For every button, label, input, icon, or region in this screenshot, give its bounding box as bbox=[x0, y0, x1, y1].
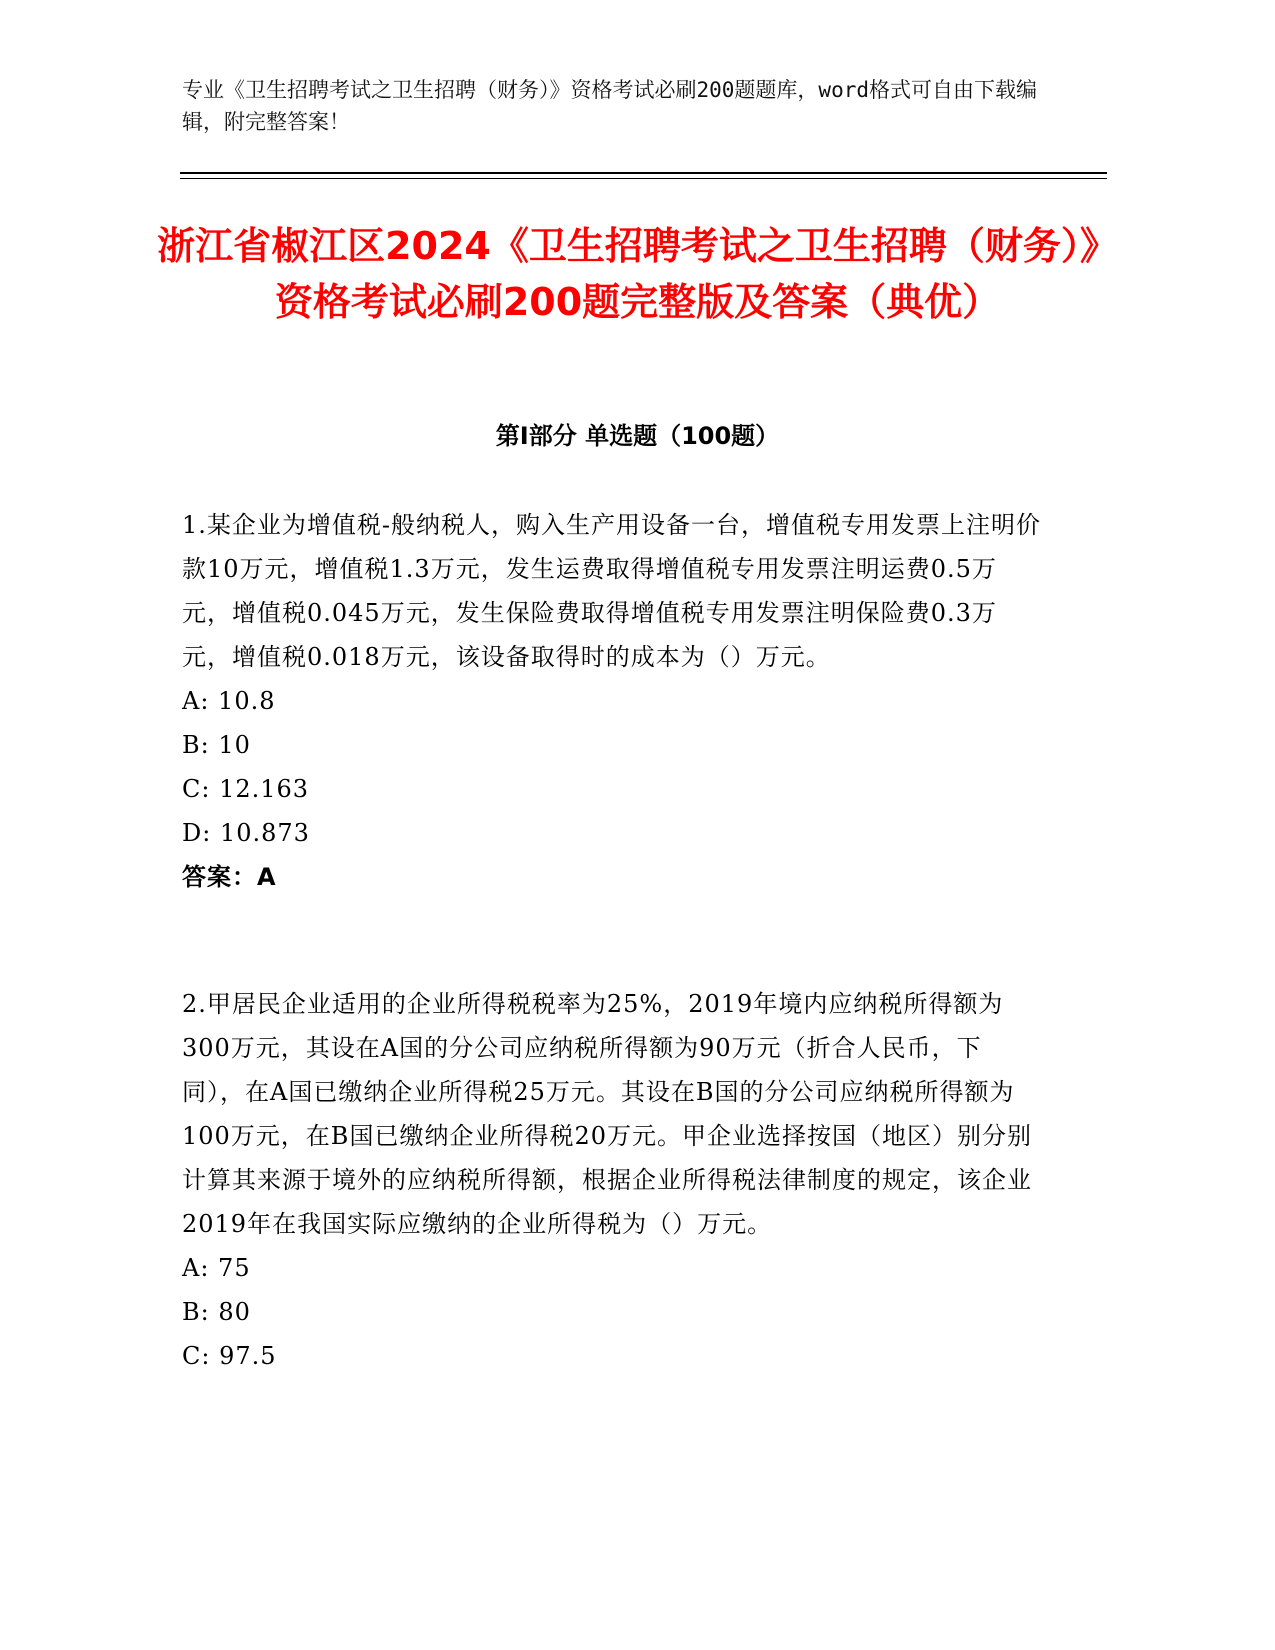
header-note: 专业《卫生招聘考试之卫生招聘（财务）》资格考试必刷200题题库，word格式可自由下载编辑，附完整答案！ bbox=[182, 78, 1037, 134]
option-b: B: 10 bbox=[182, 731, 251, 759]
option-d: D: 10.873 bbox=[182, 819, 310, 847]
option-b: B: 80 bbox=[182, 1298, 251, 1326]
question-1 bbox=[182, 503, 1042, 899]
option-c: C: 97.5 bbox=[182, 1342, 277, 1370]
document-title: 浙江省椒江区2024《卫生招聘考试之卫生招聘（财务）》资格考试必刷200题完整版及答案（典优） bbox=[157, 224, 1118, 324]
question-stem: 1.某企业为增值税-般纳税人，购入生产用设备一台，增值税专用发票上注明价款10万元，增值税1.3万元，发生运费取得增值税专用发票注明运费0.5万元，增值税0.045万元，发生保险费取得增值税专用发票注明保险费0.3万元，增值税0.018万元，该设备取得时的成本为（）万元。 bbox=[182, 511, 1042, 671]
option-a: A: 10.8 bbox=[182, 687, 276, 715]
question-stem: 2.甲居民企业适用的企业所得税税率为25%，2019年境内应纳税所得额为300万元，其设在A国的分公司应纳税所得额为90万元（折合人民币，下同），在A国已缴纳企业所得税25万元。其设在B国的分公司应纳税所得额为100万元，在B国已缴纳企业所得税20万元。甲企业选择按国（地区）别分别计算其来源于境外的应纳税所得额，根据企业所得税法律制度的规定，该企业2019年在我国实际应缴纳的企业所得税为（）万元。 bbox=[182, 990, 1032, 1238]
header-divider-thick bbox=[180, 172, 1107, 174]
answer-text: 答案：A bbox=[182, 863, 277, 891]
question-2 bbox=[182, 982, 1042, 1378]
section-title: 第Ⅰ部分 单选题（100题） bbox=[495, 422, 780, 450]
header-divider-thin bbox=[180, 178, 1107, 179]
option-a: A: 75 bbox=[182, 1254, 251, 1282]
option-c: C: 12.163 bbox=[182, 775, 310, 803]
